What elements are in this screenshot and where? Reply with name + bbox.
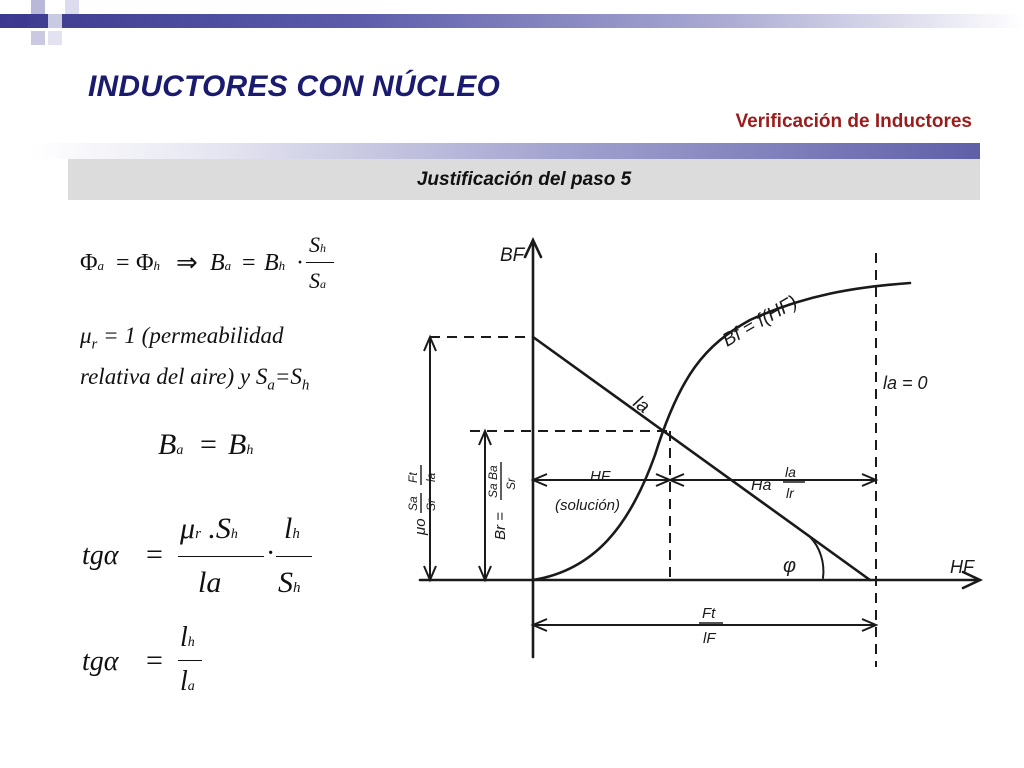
s-h-numerator: Sh bbox=[309, 232, 326, 257]
slide-title: INDUCTORES CON NÚCLEO bbox=[88, 70, 500, 103]
br-frac-den: Sr bbox=[504, 478, 518, 490]
ha-label: Ha bbox=[751, 477, 772, 494]
mu-r-sh-numerator: μr .Sh bbox=[180, 512, 238, 545]
tangent-equation-1: tgα = μr .Sh la · lh Sh bbox=[80, 512, 330, 607]
b-h: Bh bbox=[264, 250, 286, 276]
la0-label: la = 0 bbox=[883, 373, 928, 393]
la-line-label: la bbox=[629, 392, 654, 418]
curve-label: Bf = f(HF) bbox=[719, 291, 802, 352]
br-label: Br = bbox=[492, 512, 509, 540]
phi-label: φ bbox=[783, 555, 797, 577]
hf-solution-label: HF bbox=[590, 468, 610, 485]
la-denominator: la bbox=[180, 666, 195, 697]
phi-a: Φa bbox=[80, 250, 105, 276]
mu-frac2-num: Ft bbox=[406, 472, 420, 483]
dot-operator: · bbox=[296, 250, 304, 276]
mu-frac1-num: Sa bbox=[406, 496, 420, 511]
fraction-bar bbox=[178, 556, 264, 557]
lh-numerator: lh bbox=[180, 622, 195, 653]
ha-frac-num: la bbox=[785, 464, 796, 480]
bh-curve-diagram bbox=[405, 225, 995, 675]
ba-equals-bh: Ba = Bh bbox=[158, 428, 254, 461]
equals-sign: = bbox=[242, 250, 256, 276]
implies-arrow: ⇒ bbox=[176, 248, 198, 277]
separator-bar bbox=[30, 143, 980, 159]
section-header-band bbox=[68, 159, 980, 200]
top-decor-bar bbox=[0, 0, 1024, 45]
mu-frac2-den: la bbox=[424, 472, 438, 482]
sh-denominator: Sh bbox=[278, 566, 301, 599]
hf-axis-label: HF bbox=[950, 557, 974, 577]
flux-equation bbox=[80, 232, 370, 302]
lh-numerator: lh bbox=[284, 512, 300, 545]
solution-label: (solución) bbox=[555, 497, 621, 514]
equals-sign: = bbox=[116, 250, 130, 276]
bf-label: BF bbox=[500, 245, 525, 266]
br-frac-num: Sa Ba bbox=[486, 465, 500, 498]
decor-square bbox=[48, 14, 62, 28]
b-a: Ba bbox=[210, 250, 232, 276]
fraction-bar bbox=[276, 556, 312, 557]
fraction-bar bbox=[306, 262, 334, 263]
ft-frac-den: lF bbox=[703, 630, 716, 647]
decor-square bbox=[48, 31, 62, 45]
decor-square bbox=[65, 0, 79, 14]
decor-square bbox=[14, 14, 28, 28]
la-line bbox=[533, 337, 870, 580]
fraction-bar bbox=[178, 660, 202, 661]
slide-subtitle: Verificación de Inductores bbox=[735, 111, 972, 132]
section-header: Justificación del paso 5 bbox=[416, 169, 632, 190]
permeability-description: $\mu_r = 1$ (permeabilidad relativa del aire) y $S_a=S_h$ bbox=[80, 323, 310, 394]
mu-label: μo bbox=[412, 518, 429, 535]
phi-h: Φh bbox=[136, 250, 161, 276]
ha-frac-den: lr bbox=[786, 485, 794, 501]
s-a-denominator: Sa bbox=[309, 268, 326, 293]
tangent-equation-2: tgα = lh la bbox=[80, 622, 240, 712]
ft-frac-num: Ft bbox=[702, 605, 716, 622]
top-gradient-strip bbox=[0, 14, 1024, 28]
decor-square bbox=[31, 0, 45, 14]
decor-square bbox=[31, 31, 45, 45]
mu-frac1-den: Sr bbox=[424, 499, 438, 511]
